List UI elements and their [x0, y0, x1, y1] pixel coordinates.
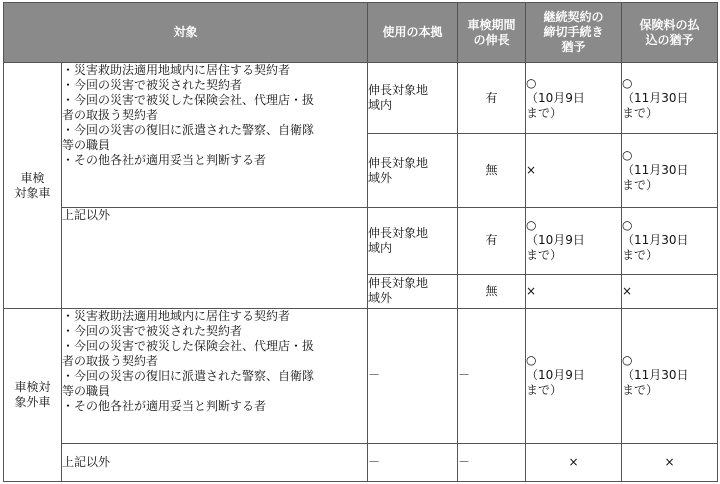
table-row [4, 308, 718, 443]
base-cell: 伸長対象地 域内 [368, 208, 458, 274]
premium-cell: ○ （11月30日 まで） [622, 63, 718, 133]
base-cell: 伸長対象地 域内 [368, 63, 458, 133]
table-row [4, 208, 718, 274]
header-extension: 車検期間 の伸長 [458, 3, 526, 63]
premium-cell: ○ （11月30日 まで） [622, 308, 718, 443]
premium-cell: × [622, 274, 718, 308]
extension-cell: － [458, 443, 526, 481]
premium-cell: × [622, 443, 718, 481]
target-other: 上記以外 [62, 208, 368, 309]
premium-cell: ○ （11月30日 まで） [622, 208, 718, 274]
base-cell: － [368, 308, 458, 443]
group-label-inspection: 車検 対象車 [4, 63, 62, 309]
extension-cell: 有 [458, 63, 526, 133]
contract-cell: × [526, 443, 622, 481]
contract-cell: × [526, 133, 622, 207]
extension-cell: － [458, 308, 526, 443]
extension-cell: 無 [458, 133, 526, 207]
contract-cell: ○ （10月9日 まで） [526, 308, 622, 443]
group-label-non-inspection: 車検対 象外車 [4, 308, 62, 481]
target-list: ・災害救助法適用地域内に居住する契約者 ・今回の災害で被災された契約者 ・今回の災害で被災した保険会社、代理店・扱 者の取扱う契約者 ・今回の災害の復旧に派遣された警察、自衛隊 等の職員 ・その他各社が適用妥当と判断する者 [62, 63, 368, 208]
eligibility-table [3, 2, 718, 482]
header-contract: 継続契約の 締切手続き 猶予 [526, 3, 622, 63]
header-base: 使用の本拠 [368, 3, 458, 63]
extension-cell: 有 [458, 208, 526, 274]
contract-cell: × [526, 274, 622, 308]
premium-cell: ○ （11月30日 まで） [622, 133, 718, 207]
target-other: 上記以外 [62, 443, 368, 481]
table-row [4, 63, 718, 133]
base-cell: 伸長対象地 域外 [368, 133, 458, 207]
header-premium: 保険料の払 込の猶予 [622, 3, 718, 63]
base-cell: － [368, 443, 458, 481]
table-row [4, 443, 718, 481]
contract-cell: ○ （10月9日 まで） [526, 208, 622, 274]
target-list: ・災害救助法適用地域内に居住する契約者 ・今回の災害で被災された契約者 ・今回の災害で被災した保険会社、代理店・扱 者の取扱う契約者 ・今回の災害の復旧に派遣された警察、自衛隊 等の職員 ・その他各社が適用妥当と判断する者 [62, 308, 368, 443]
header-row [4, 3, 718, 63]
extension-cell: 無 [458, 274, 526, 308]
contract-cell: ○ （10月9日 まで） [526, 63, 622, 133]
base-cell: 伸長対象地 域外 [368, 274, 458, 308]
header-target: 対象 [4, 3, 368, 63]
